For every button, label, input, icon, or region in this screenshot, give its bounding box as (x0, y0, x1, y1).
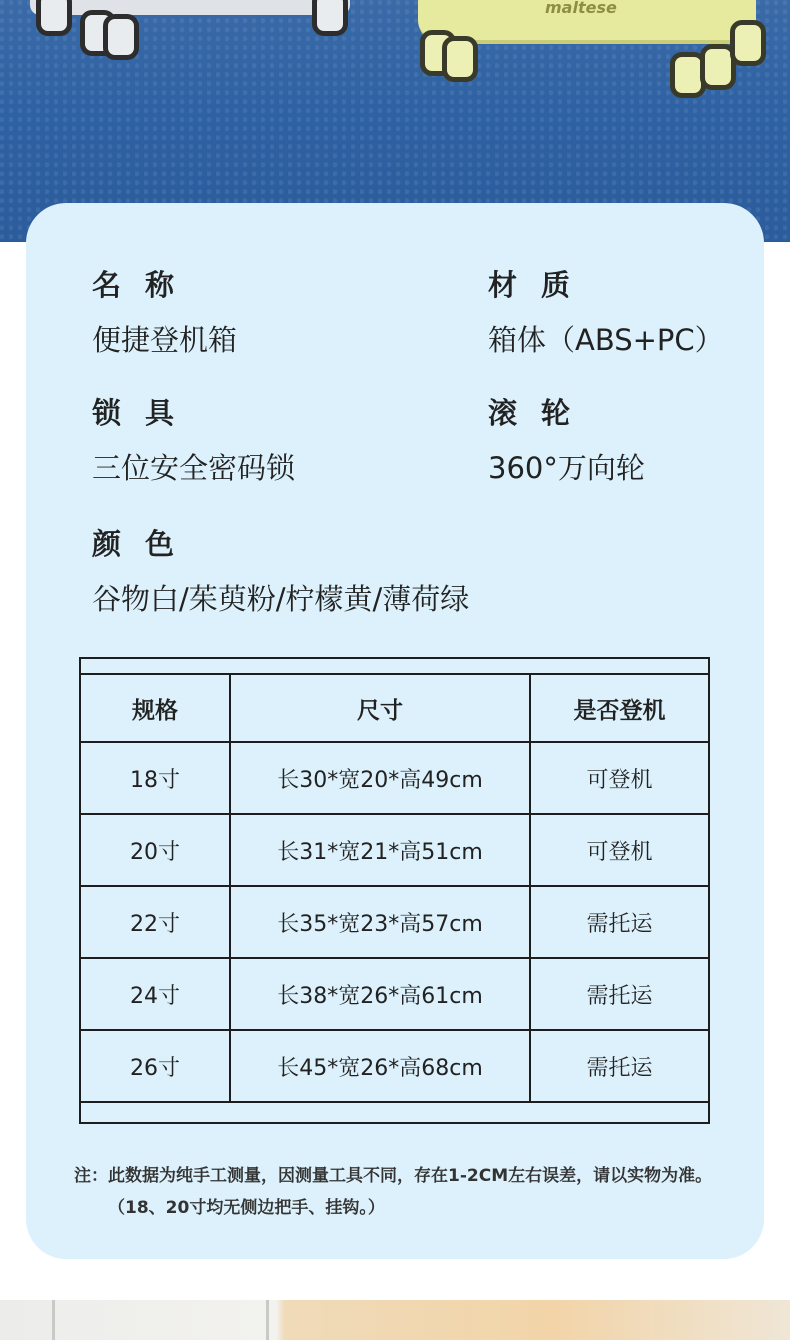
spec-label: 材质 (488, 268, 595, 302)
table-row (81, 886, 708, 958)
table-header-row (81, 674, 708, 742)
spec-lock (92, 391, 295, 487)
boarding-cell: 需托运 (530, 1030, 708, 1102)
boarding-cell: 可登机 (530, 814, 708, 886)
spec-name (92, 263, 237, 359)
size-cell: 26寸 (81, 1030, 230, 1102)
spec-value: 360°万向轮 (488, 451, 645, 485)
spec-value: 便捷登机箱 (92, 323, 238, 357)
spec-material (488, 263, 724, 359)
size-cell: 20寸 (81, 814, 230, 886)
dimension-cell: 长35*宽23*高57cm (230, 886, 530, 958)
size-cell: 18寸 (81, 742, 230, 814)
white-suitcase (30, 0, 350, 15)
table-row (81, 814, 708, 886)
size-cell: 22寸 (81, 886, 230, 958)
spec-wheel (488, 391, 645, 487)
size-table (79, 657, 710, 1124)
header-cell: 规格 (81, 674, 230, 742)
table-row (81, 742, 708, 814)
spec-label: 名称 (92, 268, 199, 302)
spec-label: 滚轮 (488, 396, 595, 430)
spec-value: 三位安全密码锁 (92, 451, 296, 485)
brand-logo-text: maltese (545, 0, 617, 17)
spec-label: 锁具 (92, 396, 199, 430)
size-cell: 24寸 (81, 958, 230, 1030)
table-row (81, 958, 708, 1030)
bottom-photo (0, 1300, 790, 1340)
spec-value: 谷物白/茱萸粉/柠檬黄/薄荷绿 (92, 582, 470, 616)
spec-label: 颜色 (92, 527, 199, 561)
suitcase-wheel (730, 20, 766, 66)
suitcase-wheel (312, 0, 348, 36)
note-line: （18、20寸均无侧边把手、挂钩。） (108, 1198, 385, 1218)
suitcase-wheel (36, 0, 72, 36)
door-frame (266, 1300, 269, 1340)
dimension-cell: 长38*宽26*高61cm (230, 958, 530, 1030)
measurement-note (74, 1160, 712, 1224)
dimension-cell: 长31*宽21*高51cm (230, 814, 530, 886)
spec-value: 箱体（ABS+PC） (488, 323, 724, 357)
note-line: 注：此数据为纯手工测量，因测量工具不同，存在1-2CM左右误差，请以实物为准。 (74, 1166, 713, 1186)
table-row (81, 1030, 708, 1102)
boarding-cell: 需托运 (530, 958, 708, 1030)
suitcase-wheel (442, 36, 478, 82)
door-frame (52, 1300, 55, 1340)
dimension-cell: 长45*宽26*高68cm (230, 1030, 530, 1102)
boarding-cell: 需托运 (530, 886, 708, 958)
suitcase-wheel (103, 14, 139, 60)
boarding-cell: 可登机 (530, 742, 708, 814)
header-cell: 是否登机 (530, 674, 708, 742)
dimension-cell: 长30*宽20*高49cm (230, 742, 530, 814)
header-cell: 尺寸 (230, 674, 530, 742)
spec-color (92, 522, 469, 618)
